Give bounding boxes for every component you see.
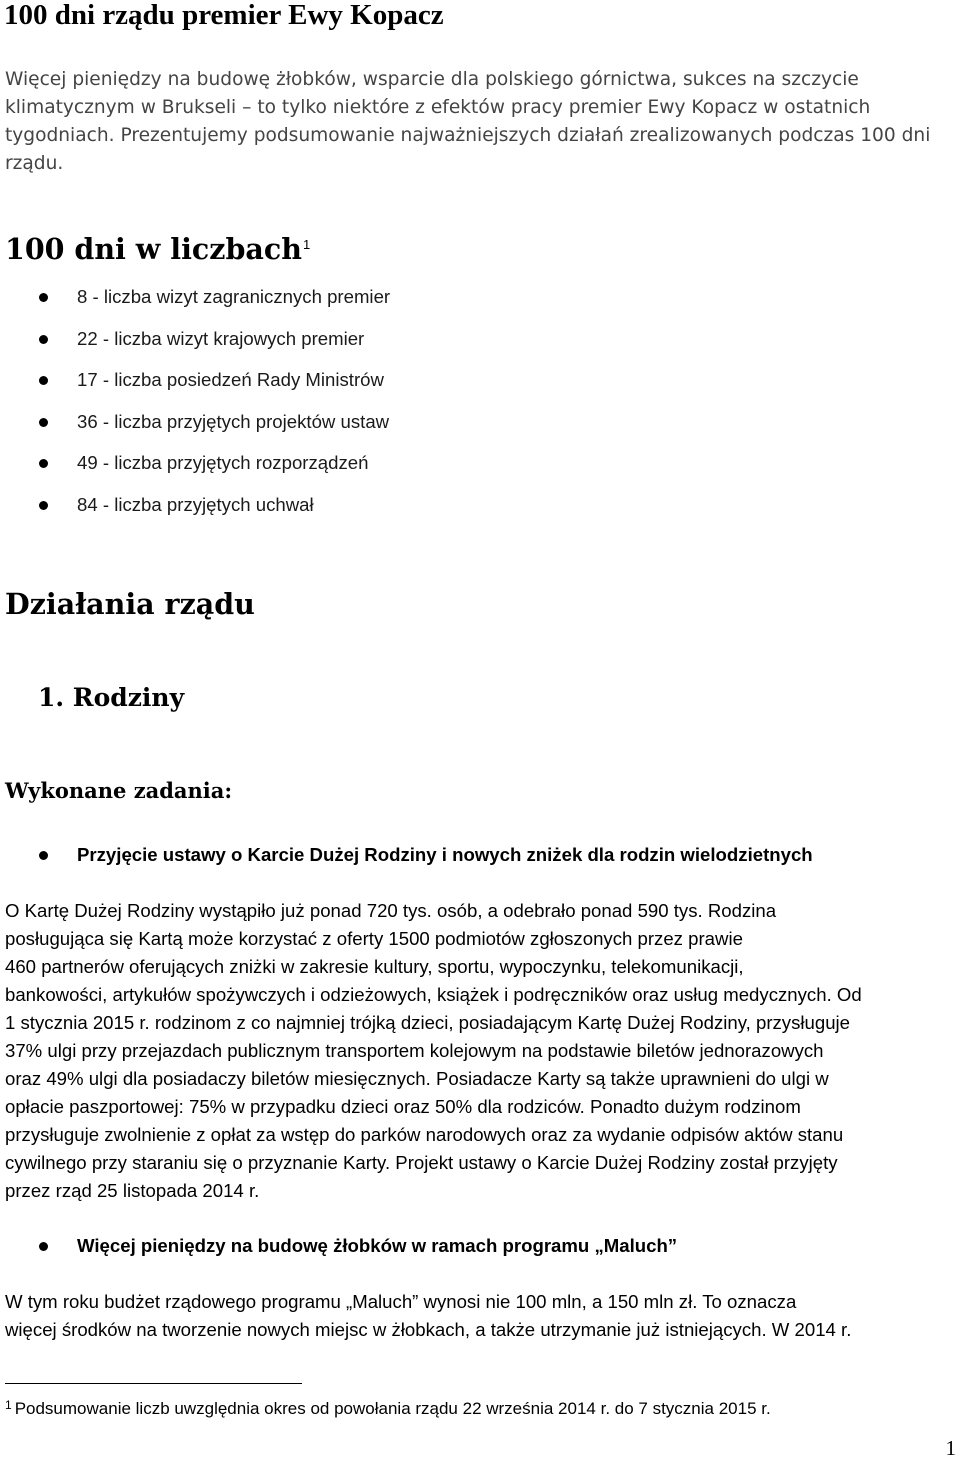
bullet-icon [39, 376, 48, 385]
list-item [0, 1233, 677, 1259]
bullet-icon [39, 335, 48, 344]
task-description: O Kartę Dużej Rodziny wystąpiło już ponad 720 tys. osób, a odebrało ponad 590 tys. Rodzina posługująca się Kartą może korzystać z oferty 1500 podmiotów zgłoszonych przez prawie 460 partnerów oferujących zniżki w zakresie kultury, sportu, wypoczynku, telekomunikacji, bankowości, artykułów spożywczych i odzieżowych, książek i podręczników oraz usług medycznych. Od 1 stycznia 2015 r. rodzinom z co najmniej trójką dzieci, posiadającym Kartę Dużej Rodziny, przysługuje 37% ulgi przy przejazdach publicznym transportem kolejowym na podstawie biletów jednorazowych oraz 49% ulgi dla posiadaczy biletów miesięcznych. Posiadacze Karty są także uprawnieni do ulgi w opłacie paszportowej: 75% w przypadku dzieci oraz 50% dla rodziców. Ponadto dużym rodzinom przysługuje zwolnienie z opłat za wstęp do parków narodowych oraz za wydanie odpisów aktów stanu cywilnego przy staraniu się o przyznanie Karty. Projekt ustawy o Karcie Dużej Rodziny został przyjęty przez rząd 25 listopada 2014 r. [5, 900, 862, 1201]
list-item [0, 326, 390, 352]
bullet-icon [39, 851, 48, 860]
list-item [0, 842, 813, 868]
list-item [0, 450, 390, 476]
stat-text: 22 - liczba wizyt krajowych premier [77, 327, 365, 349]
page-number: 1 [945, 1436, 956, 1460]
stat-text: 17 - liczba posiedzeń Rady Ministrów [77, 369, 384, 390]
lead-paragraph: Więcej pieniędzy na budowę żłobków, wsparcie dla polskiego górnictwa, sukces na szczycie klimatycznym w Brukseli – to tylko niektóre z efektów pracy premier Ewy Kopacz w ostatnich tygodniach. Prezentujemy podsumowanie najważniejszych działań zrealizowanych podczas 100 dni rządu. [5, 69, 931, 174]
task-title: Więcej pieniędzy na budowę żłobków w ramach programu „Maluch” [77, 1235, 678, 1256]
actions-heading: Działania rządu [5, 587, 255, 621]
numbers-heading [5, 229, 310, 269]
list-item [0, 492, 390, 518]
stat-text: 36 - liczba przyjętych projektów ustaw [77, 410, 390, 432]
footnote [5, 1396, 771, 1422]
completed-tasks-subheading: Wykonane zadania: [5, 778, 233, 803]
numbers-heading-text: 100 dni w liczbach [5, 232, 302, 266]
bullet-icon [39, 1242, 48, 1251]
bullet-icon [39, 459, 48, 468]
task-list-1 [0, 842, 813, 868]
bullet-icon [39, 501, 48, 510]
bullet-icon [39, 418, 48, 427]
list-item [0, 367, 390, 393]
stat-text: 49 - liczba przyjętych rozporządzeń [77, 452, 369, 473]
list-item [0, 284, 390, 310]
numbers-list [0, 284, 390, 533]
stat-text: 84 - liczba przyjętych uchwał [77, 493, 314, 515]
footnote-divider [5, 1383, 302, 1384]
footnote-marker: 1 [5, 1398, 12, 1412]
section-heading-families: 1. Rodziny [38, 683, 185, 712]
footnote-reference[interactable]: 1 [302, 237, 311, 252]
stat-text: 8 - liczba wizyt zagranicznych premier [77, 286, 391, 307]
document-title: 100 dni rządu premier Ewy Kopacz [4, 0, 444, 31]
bullet-icon [39, 293, 48, 302]
footnote-text: Podsumowanie liczb uwzględnia okres od powołania rządu 22 września 2014 r. do 7 stycznia 2015 r. [14, 1399, 771, 1418]
task-description: W tym roku budżet rządowego programu „Maluch” wynosi nie 100 mln, a 150 mln zł. To oznacza więcej środków na tworzenie nowych miejsc w żłobkach, a także utrzymanie już istniejących. W 2014 r. [5, 1291, 852, 1340]
list-item [0, 409, 390, 435]
task-title: Przyjęcie ustawy o Karcie Dużej Rodziny i nowych zniżek dla rodzin wielodzietnych [77, 844, 813, 865]
task-list-2 [0, 1233, 677, 1259]
